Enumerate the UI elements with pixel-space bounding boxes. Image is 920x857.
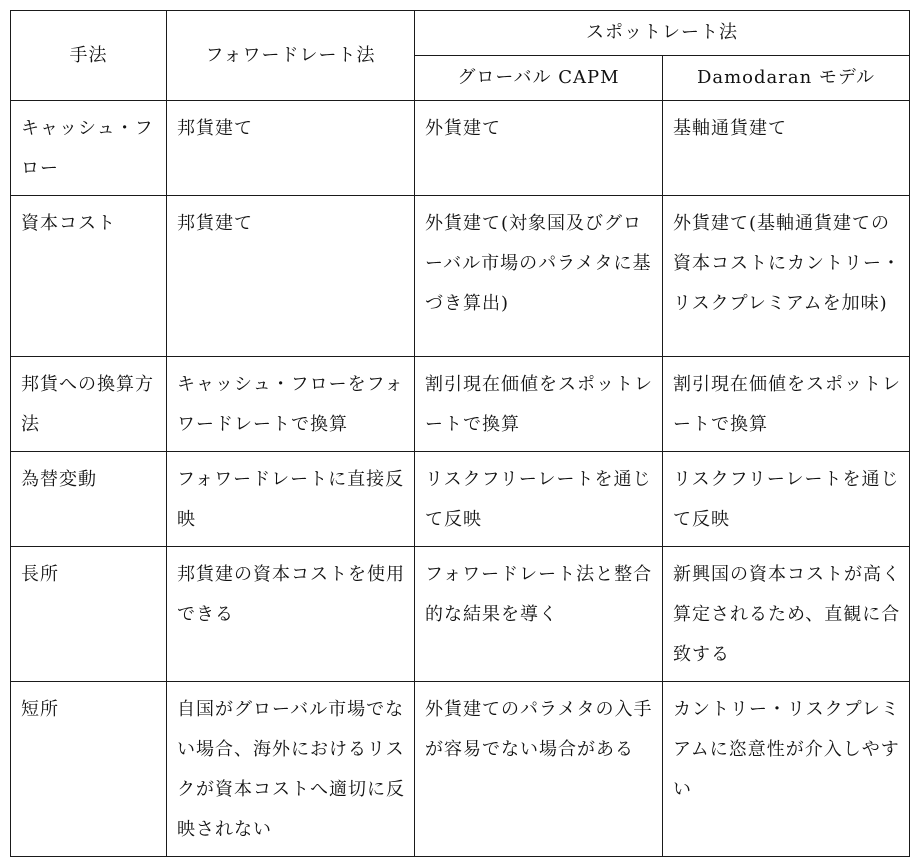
header-row-1 bbox=[11, 11, 910, 56]
row-label: 邦貨への換算方法 bbox=[11, 357, 167, 452]
row-label: 資本コスト bbox=[11, 196, 167, 357]
table-row bbox=[11, 452, 910, 547]
comparison-table bbox=[10, 10, 910, 857]
cell-forward: キャッシュ・フローをフォワードレートで換算 bbox=[167, 357, 415, 452]
header-method: 手法 bbox=[11, 11, 167, 101]
row-label: 為替変動 bbox=[11, 452, 167, 547]
cell-damodaran: リスクフリーレートを通じて反映 bbox=[663, 452, 910, 547]
cell-global-capm: 外貨建てのパラメタの入手が容易でない場合がある bbox=[415, 682, 663, 857]
header-spot-rate-method: スポットレート法 bbox=[415, 11, 910, 56]
cell-global-capm: 割引現在価値をスポットレートで換算 bbox=[415, 357, 663, 452]
cell-forward: 邦貨建て bbox=[167, 196, 415, 357]
table-row bbox=[11, 196, 910, 357]
cell-forward: 邦貨建て bbox=[167, 101, 415, 196]
header-damodaran-model: Damodaran モデル bbox=[663, 56, 910, 101]
row-label: キャッシュ・フロー bbox=[11, 101, 167, 196]
row-label: 長所 bbox=[11, 547, 167, 682]
table-row bbox=[11, 101, 910, 196]
table-row bbox=[11, 357, 910, 452]
row-label: 短所 bbox=[11, 682, 167, 857]
cell-forward: 邦貨建の資本コストを使用できる bbox=[167, 547, 415, 682]
cell-global-capm: リスクフリーレートを通じて反映 bbox=[415, 452, 663, 547]
cell-forward: 自国がグローバル市場でない場合、海外におけるリスクが資本コストへ適切に反映されない bbox=[167, 682, 415, 857]
cell-global-capm: フォワードレート法と整合的な結果を導く bbox=[415, 547, 663, 682]
cell-damodaran: 新興国の資本コストが高く算定されるため、直観に合致する bbox=[663, 547, 910, 682]
cell-global-capm: 外貨建て bbox=[415, 101, 663, 196]
table-row bbox=[11, 547, 910, 682]
cell-damodaran: 割引現在価値をスポットレートで換算 bbox=[663, 357, 910, 452]
cell-damodaran: 基軸通貨建て bbox=[663, 101, 910, 196]
header-forward-rate-method: フォワードレート法 bbox=[167, 11, 415, 101]
cell-damodaran: カントリー・リスクプレミアムに恣意性が介入しやすい bbox=[663, 682, 910, 857]
header-global-capm: グローバル CAPM bbox=[415, 56, 663, 101]
table-row bbox=[11, 682, 910, 857]
cell-forward: フォワードレートに直接反映 bbox=[167, 452, 415, 547]
cell-global-capm: 外貨建て(対象国及びグローバル市場のパラメタに基づき算出) bbox=[415, 196, 663, 357]
cell-damodaran: 外貨建て(基軸通貨建ての資本コストにカントリー・リスクプレミアムを加味) bbox=[663, 196, 910, 357]
